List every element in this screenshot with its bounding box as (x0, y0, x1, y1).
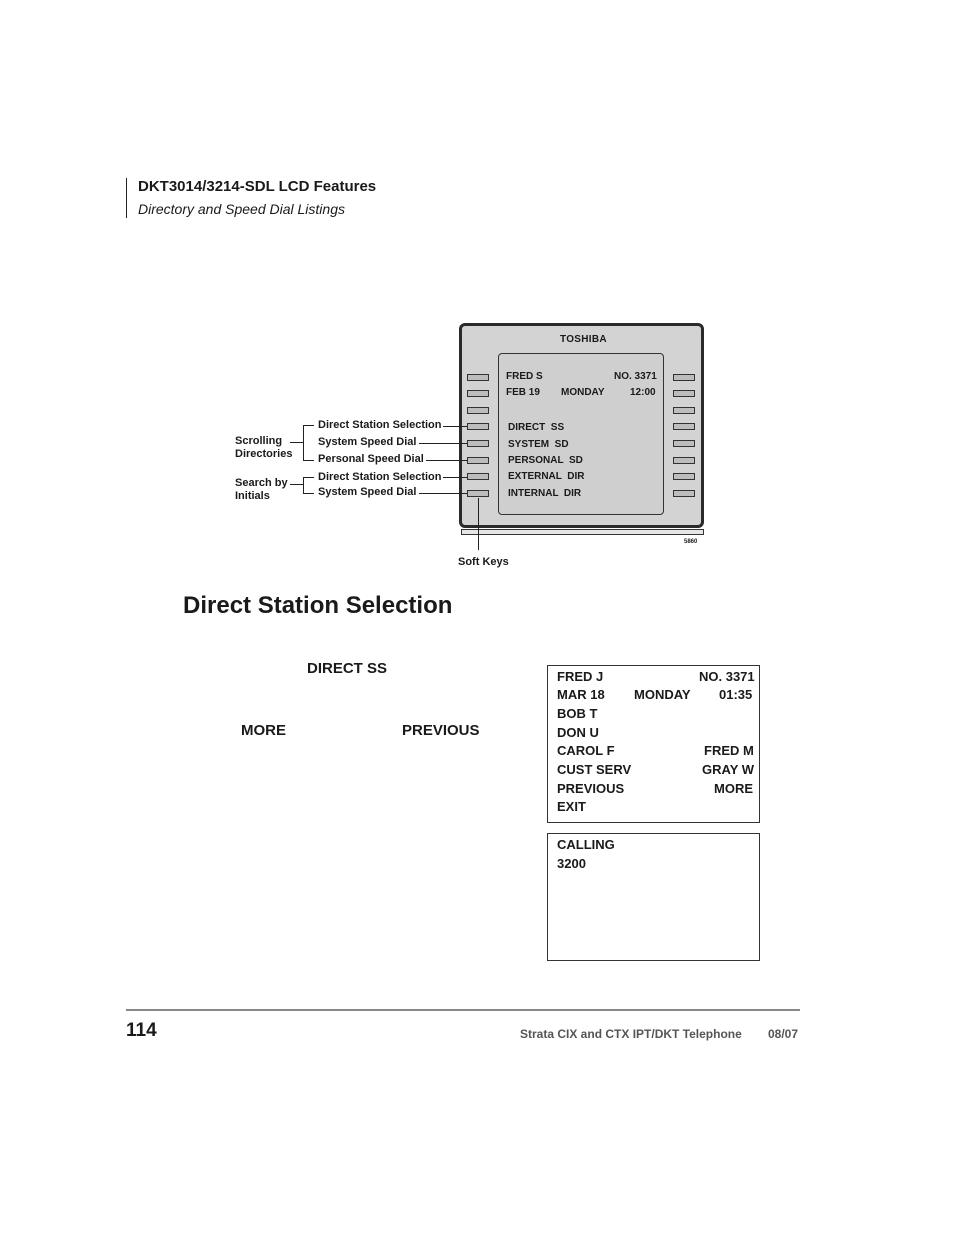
lcd-menu-item: PERSONAL SD (508, 455, 583, 466)
callout-scrolling: Scrolling Directories (235, 435, 293, 460)
chapter-title: DKT3014/3214-SDL LCD Features (138, 178, 377, 195)
lcd-menu-item: SYSTEM SD (508, 439, 569, 450)
bracket-line (290, 484, 303, 485)
screen-previous: PREVIOUS (557, 781, 625, 796)
lcd-name: FRED S (506, 371, 543, 382)
soft-key (467, 407, 489, 414)
soft-key (467, 374, 489, 381)
screen-time: 01:35 (719, 687, 753, 702)
lcd-date: FEB 19 (506, 387, 540, 398)
soft-key (673, 374, 695, 381)
screen-entry: CAROL F (557, 743, 615, 758)
screen-name: FRED J (557, 669, 604, 684)
soft-key-label-previous: PREVIOUS (402, 722, 480, 739)
leader-line (443, 426, 467, 427)
soft-key-label-more: MORE (241, 722, 286, 739)
soft-key (467, 440, 489, 447)
soft-key (673, 473, 695, 480)
screen-calling-number: 3200 (557, 856, 586, 871)
lcd-menu-item: EXTERNAL DIR (508, 471, 585, 482)
soft-key (673, 440, 695, 447)
soft-key (467, 457, 489, 464)
callout-item: Direct Station Selection (318, 471, 442, 483)
screen-more: MORE (714, 781, 753, 796)
footer-rule (126, 1009, 800, 1011)
soft-key (467, 390, 489, 397)
lcd-day: MONDAY (561, 387, 605, 398)
callout-item: Personal Speed Dial (318, 453, 424, 465)
screen-number: NO. 3371 (699, 669, 755, 684)
figure-id: 5860 (684, 539, 698, 545)
leader-line (419, 443, 467, 444)
soft-key (673, 490, 695, 497)
section-title: Direct Station Selection (183, 592, 453, 619)
callout-item: System Speed Dial (318, 486, 417, 498)
bracket-line (303, 460, 314, 461)
screen-entry: CUST SERV (557, 762, 632, 777)
leader-line (426, 460, 467, 461)
screen-calling: CALLING (557, 837, 615, 852)
bracket-line (290, 442, 303, 443)
brand-logo: TOSHIBA (560, 334, 607, 345)
phone-base (461, 529, 704, 535)
screen-date: MAR 18 (557, 687, 605, 702)
soft-key (673, 457, 695, 464)
callout-search: Search by Initials (235, 477, 288, 502)
screen-exit: EXIT (557, 799, 586, 814)
page-number: 114 (126, 1020, 157, 1041)
footer-title: Strata CIX and CTX IPT/DKT Telephone (520, 1027, 742, 1041)
bracket-line (303, 425, 314, 426)
soft-key (673, 423, 695, 430)
leader-line (478, 498, 479, 550)
bracket-line (303, 477, 304, 493)
lcd-number: NO. 3371 (614, 371, 657, 382)
soft-key (467, 473, 489, 480)
screen-entry: GRAY W (702, 762, 755, 777)
bracket-line (303, 493, 314, 494)
leader-line (419, 493, 467, 494)
lcd-screen-calling (547, 833, 760, 961)
soft-key (673, 390, 695, 397)
soft-key (467, 423, 489, 430)
soft-key (467, 490, 489, 497)
lcd-menu-item: DIRECT SS (508, 422, 565, 433)
screen-day: MONDAY (634, 687, 691, 702)
soft-key (673, 407, 695, 414)
leader-line (443, 477, 467, 478)
screen-entry: DON U (557, 725, 599, 740)
screen-entry: FRED M (704, 743, 754, 758)
callout-item: Direct Station Selection (318, 419, 442, 431)
footer-date: 08/07 (768, 1027, 799, 1041)
chapter-subtitle: Directory and Speed Dial Listings (138, 201, 345, 217)
soft-key-label-direct-ss: DIRECT SS (307, 660, 388, 677)
callout-soft-keys: Soft Keys (458, 556, 509, 568)
bracket-line (303, 477, 314, 478)
lcd-menu-item: INTERNAL DIR (508, 488, 582, 499)
callout-item: System Speed Dial (318, 436, 417, 448)
bracket-line (303, 425, 304, 460)
header-rule (126, 178, 127, 218)
screen-entry: BOB T (557, 706, 598, 721)
lcd-time: 12:00 (630, 387, 656, 398)
